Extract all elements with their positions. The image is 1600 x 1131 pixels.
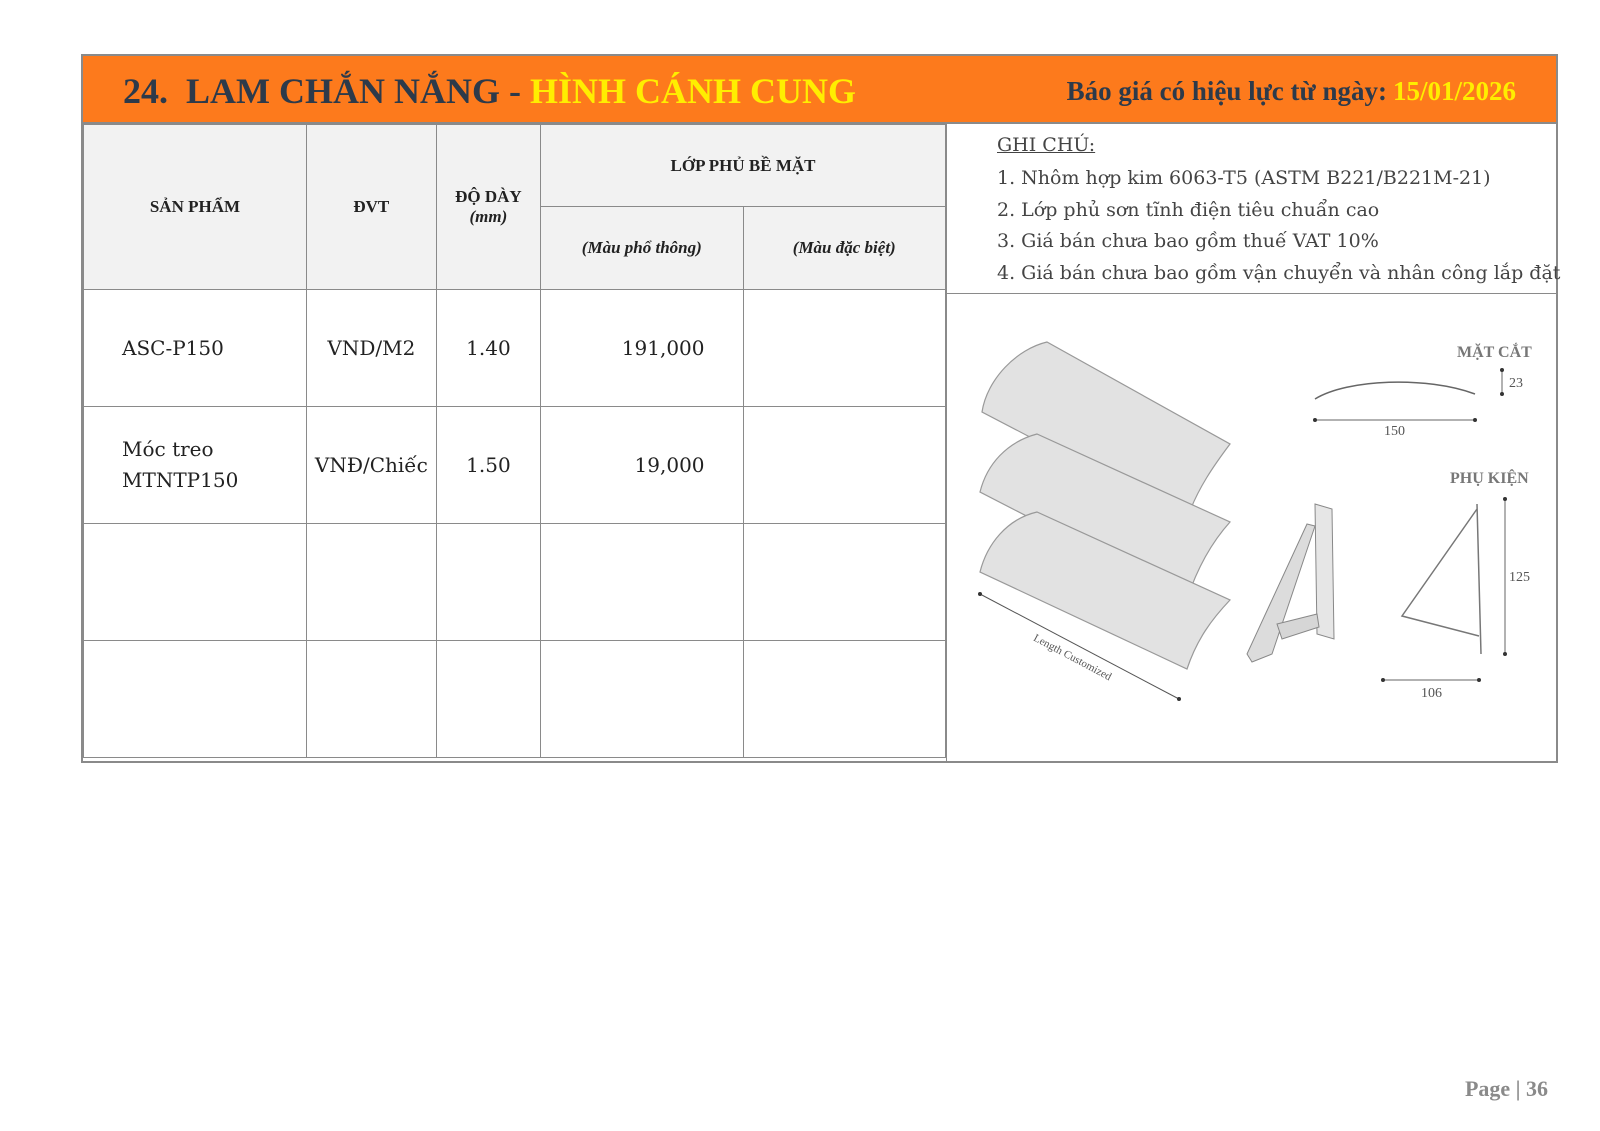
section-number: 24. bbox=[123, 71, 168, 111]
cell-product bbox=[84, 524, 307, 641]
table-row bbox=[84, 641, 946, 758]
section-title bbox=[123, 70, 856, 112]
notes-heading: GHI CHÚ: bbox=[997, 134, 1096, 156]
section-width-dim: 150 bbox=[1384, 424, 1405, 439]
cell-unit bbox=[306, 641, 436, 758]
cell-product-line2: MTNTP150 bbox=[122, 468, 239, 492]
cell-standard-price bbox=[541, 524, 743, 641]
header-standard-color: (Màu phổ thông) bbox=[541, 207, 743, 290]
section-title-highlight: HÌNH CÁNH CUNG bbox=[529, 71, 856, 111]
header-thickness bbox=[436, 125, 540, 290]
accessory-height-dim: 125 bbox=[1509, 570, 1530, 585]
cell-thickness: 1.40 bbox=[436, 290, 540, 407]
cell-product-line1: Móc treo bbox=[122, 437, 214, 461]
page-number: Page | 36 bbox=[1464, 1076, 1548, 1101]
table-row bbox=[84, 407, 946, 524]
product-illustration bbox=[946, 294, 1556, 763]
cell-unit: VNĐ/Chiếc bbox=[306, 407, 436, 524]
cell-product bbox=[84, 641, 307, 758]
section-banner bbox=[83, 56, 1556, 124]
cell-product bbox=[84, 407, 307, 524]
section-profile bbox=[1315, 382, 1475, 399]
note-item: 3. Giá bán chưa bao gồm thuế VAT 10% bbox=[997, 230, 1379, 252]
header-unit: ĐVT bbox=[306, 125, 436, 290]
accessory-profile bbox=[1402, 504, 1481, 654]
validity-date: 15/01/2026 bbox=[1392, 76, 1516, 106]
cell-special-price bbox=[743, 290, 945, 407]
header-special-color: (Màu đặc biệt) bbox=[743, 207, 945, 290]
price-sheet bbox=[81, 54, 1561, 763]
table-row bbox=[84, 290, 946, 407]
validity-label: Báo giá có hiệu lực từ ngày: bbox=[1066, 76, 1387, 106]
accessory-label: PHỤ KIỆN bbox=[1450, 470, 1529, 487]
note-item: 4. Giá bán chưa bao gồm vận chuyển và nhân công lắp đặt bbox=[997, 261, 1561, 284]
section-title-main: LAM CHẮN NẮNG - bbox=[186, 71, 521, 111]
note-item: 1. Nhôm hợp kim 6063-T5 (ASTM B221/B221M-21) bbox=[997, 167, 1491, 189]
cell-special-price bbox=[743, 641, 945, 758]
header-product: SẢN PHẨM bbox=[84, 125, 307, 290]
cell-unit bbox=[306, 524, 436, 641]
notes-panel bbox=[946, 124, 1561, 294]
header-thickness-unit: (mm) bbox=[469, 207, 508, 226]
cell-standard-price: 19,000 bbox=[541, 407, 743, 524]
cell-standard-price: 191,000 bbox=[541, 290, 743, 407]
table-row bbox=[84, 524, 946, 641]
note-item: 2. Lớp phủ sơn tĩnh điện tiêu chuẩn cao bbox=[997, 198, 1380, 221]
cell-product: ASC-P150 bbox=[84, 290, 307, 407]
length-label: Length Customized bbox=[1031, 632, 1114, 684]
header-thickness-label: ĐỘ DÀY bbox=[455, 187, 522, 206]
cell-thickness bbox=[436, 641, 540, 758]
louver-drawing bbox=[947, 294, 1557, 763]
validity-notice bbox=[1067, 76, 1516, 107]
section-height-dim: 23 bbox=[1509, 376, 1523, 391]
cell-unit: VND/M2 bbox=[306, 290, 436, 407]
cell-thickness bbox=[436, 524, 540, 641]
cell-special-price bbox=[743, 407, 945, 524]
price-table bbox=[83, 124, 946, 758]
cell-standard-price bbox=[541, 641, 743, 758]
cell-thickness: 1.50 bbox=[436, 407, 540, 524]
cell-special-price bbox=[743, 524, 945, 641]
accessory-width-dim: 106 bbox=[1421, 686, 1442, 701]
section-label: MẶT CẮT bbox=[1457, 344, 1532, 361]
header-coating: LỚP PHỦ BỀ MẶT bbox=[541, 125, 946, 207]
